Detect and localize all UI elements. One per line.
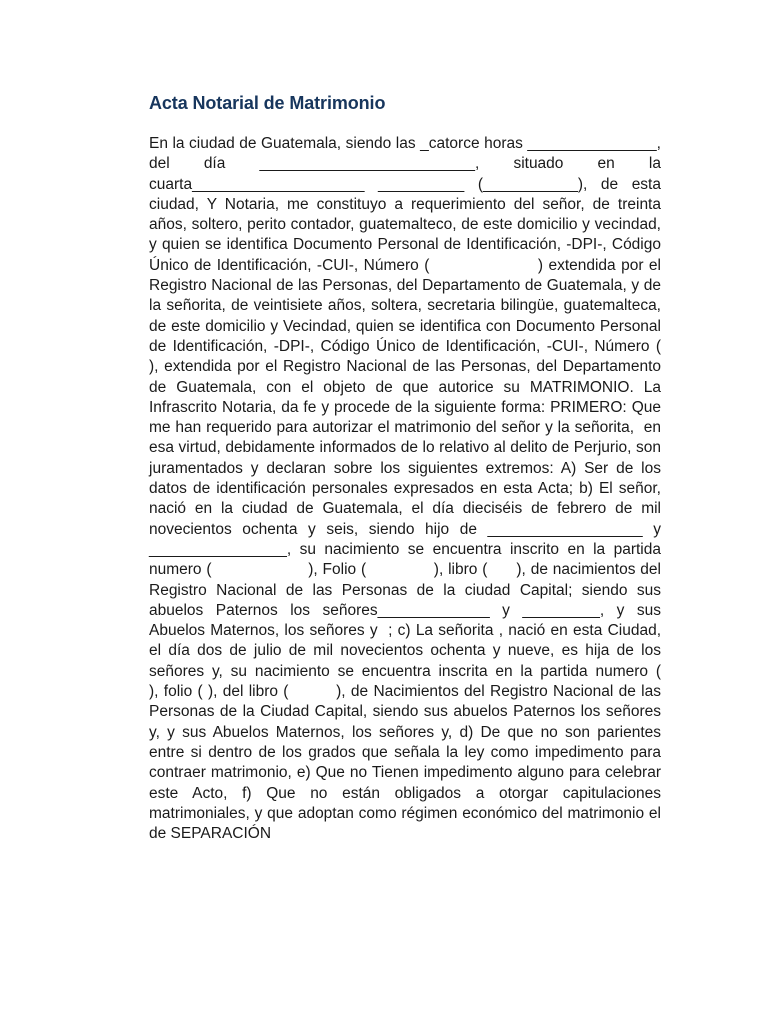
document-body: En la ciudad de Guatemala, siendo las _catorce horas _______________, del día _________________________, situado en la cuarta____________________ __________ (___________), de esta ciudad, Y Notaria, me constituyo a requerimiento del señor, de treinta años, soltero, perito contador, guatemalteco, de este domicilio y vecindad, y quien se identifica Documento Personal de Identificación, -DPI-, Código Único de Identificación, -CUI-, Número ( ) extendida por el Registro Nacional de las Personas, del Departamento de Guatemala, y de la señorita, de veintisiete años, soltera, secretaria bilingüe, guatemalteca, de este domicilio y Vecindad, quien se identifica con Documento Personal de Identificación, -DPI-, Código Único de Identificación, -CUI-, Número ( ), extendida por el Registro Nacional de las Personas, del Departamento de Guatemala, con el objeto de que autorice su MATRIMONIO. La Infrascrito Notaria, da fe y procede de la siguiente forma: PRIMERO: Que me han requerido para autorizar el matrimonio del señor y la señorita, en esa virtud, debidamente informados de lo relativo al delito de Perjurio, son juramentados y declaran sobre los siguientes extremos: A) Ser de los datos de identificación personales expresados en esta Acta; b) El señor, nació en la ciudad de Guatemala, el día dieciséis de febrero de mil novecientos ochenta y seis, siendo hijo de __________________ y ________________, su nacimiento se encuentra inscrito en la partida numero ( ), Folio ( ), libro ( ), de nacimientos del Registro Nacional de las Personas de la ciudad Capital; siendo sus abuelos Paternos los señores_____________ y _________, y sus Abuelos Maternos, los señores y ; c) La señorita , nació en esta Ciudad, el día dos de julio de mil novecientos ochenta y nueve, es hija de los señores y, su nacimiento se encuentra inscrita en la partida numero ( ), folio ( ), del libro ( ), de Nacimientos del Registro Nacional de las Personas de la Ciudad Capital, siendo sus abuelos Paternos los señores y, y sus Abuelos Maternos, los señores y, d) De que no son parientes entre si dentro de los grados que señala la ley como impedimento para contraer matrimonio, e) Que no Tienen impedimento alguno para celebrar este Acto, f) Que no están obligados a otorgar capitulaciones matrimoniales, y que adoptan como régimen económico del matrimonio el de SEPARACIÓN [149, 135, 705, 843]
document-page [149, 92, 705, 844]
document-title: Acta Notarial de Matrimonio [149, 93, 386, 113]
